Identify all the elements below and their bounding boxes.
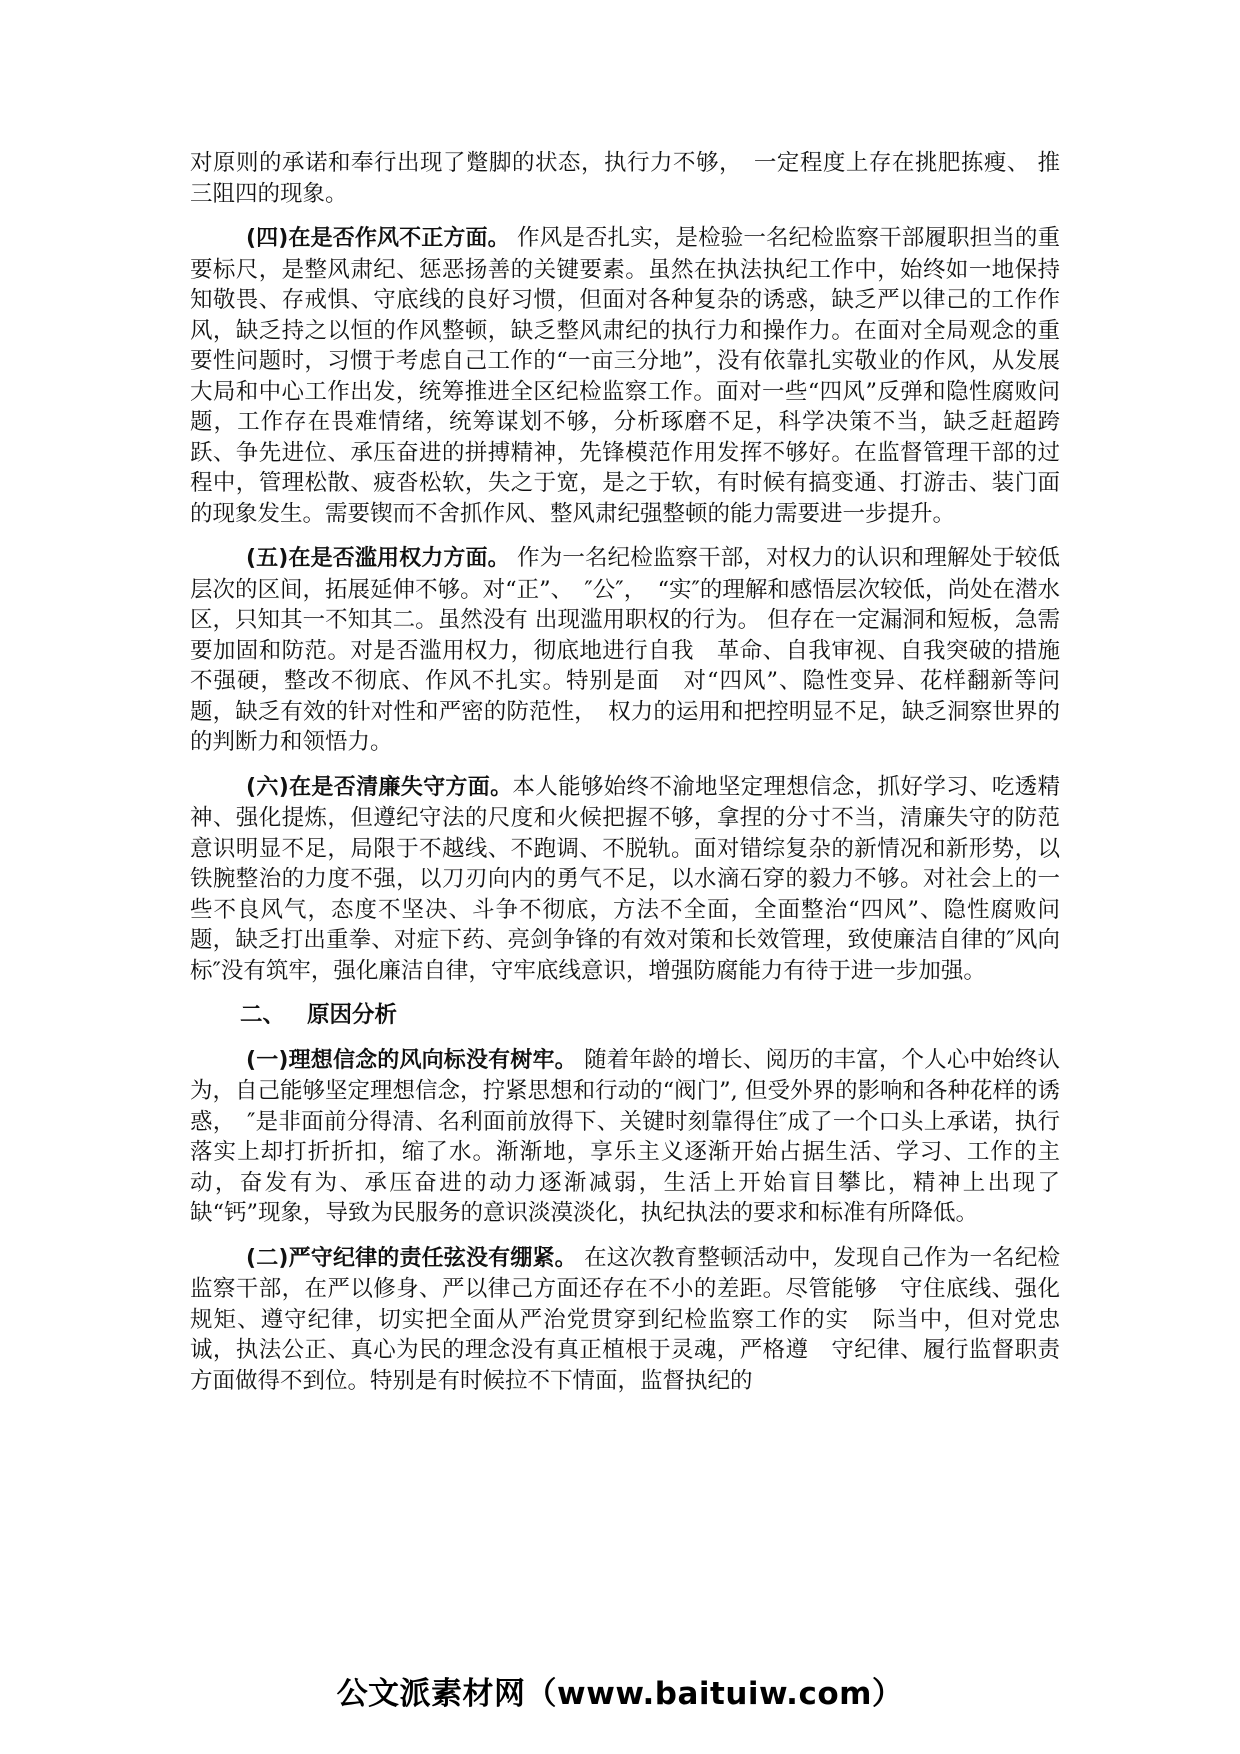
cause-body-1: 随着年龄的增长、阅历的丰富，个人心中始终认为，自己能够坚定理想信念，拧紧思想和行动的“阀门”, 但受外界的影响和各种花样的诱惑， ″是非面前分得清、名利面前放得下、关键时刻靠得住″成了一个口头上承诺，执行落实上却打折折扣，缩了水。渐渐地，享乐主义逐渐开始占据生活、学习、工作的主动，奋发有为、承压奋进的动力逐渐减弱，生活上开始盲目攀比，精神上出现了缺“钙”现象，导致为民服务的意识淡漠淡化，执纪执法的要求和标准有所降低。: [190, 1046, 1060, 1226]
cause-heading-2: (二)严守纪律的责任弦没有绷紧。: [246, 1245, 577, 1271]
section-two-title: [190, 1000, 1060, 1031]
problem-body-6: 本人能够始终不渝地坚定理想信念，抓好学习、吃透精神、强化提炼，但遵纪守法的尺度和火候把握不够，拿捏的分寸不当，清廉失守的防范意识明显不足，局限于不越线、不跑调、不脱轨。面对错综复杂的新情况和新形势，以铁腕整治的力度不强，以刀刃向内的勇气不足，以水滴石穿的毅力不够。对社会上的一些不良风气，态度不坚决、斗争不彻底，方法不全面，全面整治“四风”、隐性腐败问题，缺乏打出重拳、对症下药、亮剑争锋的有效对策和长效管理，致使廉洁自律的″风向标″没有筑牢，强化廉洁自律，守牢底线意识，增强防腐能力有待于进一步加强。: [190, 773, 1060, 984]
cause-paragraph-2: [190, 1243, 1060, 1397]
cause-body-2: 在这次教育整顿活动中，发现自己作为一名纪检监察干部，在严以修身、严以律己方面还存在不小的差距。尽管能够 守住底线、强化规矩、遵守纪律，切实把全面从严治党贯穿到纪检监察工作的实 际当中，但对党忠诚，执法公正、真心为民的理念没有真正植根于灵魂，严格遵 守纪律、履行监督职责方面做得不到位。特别是有时候拉不下情面，监督执纪的: [190, 1244, 1060, 1394]
problem-body-5: 作为一名纪检监察干部，对权力的认识和理解处于较低层次的区间，拓展延伸不够。对“正”、 ″公″， “实″的理解和感悟层次较低，尚处在潜水区，只知其一不知其二。虽然没有 出现滥用职权的行为。 但存在一定漏洞和短板，急需要加固和防范。对是否滥用权力，彻底地进行自我 革命、自我审视、自我突破的措施不强硬，整改不彻底、作风不扎实。特别是面 对“四风”、隐性变异、花样翻新等问题，缺乏有效的针对性和严密的防范性， 权力的运用和把控明显不足，缺乏洞察世界的的判断力和领悟力。: [190, 545, 1060, 755]
footer-watermark: 公文派素材网（www.baituiw.com）: [336, 1676, 904, 1712]
problem-heading-4: (四)在是否作风不正方面。: [246, 226, 510, 251]
cause-heading-1: (一)理想信念的风向标没有树牢。: [246, 1047, 577, 1073]
problem-paragraph-4: [190, 223, 1060, 529]
cause-paragraph-1: [190, 1045, 1060, 1229]
section-two-text: 原因分析: [307, 1002, 398, 1028]
problem-paragraph-6: [190, 772, 1060, 987]
problem-heading-6: (六)在是否清廉失守方面。: [246, 774, 513, 800]
problem-paragraph-5: [190, 543, 1060, 758]
document-body: [190, 148, 1060, 1410]
lead-paragraph: 对原则的承诺和奉行出现了蹩脚的状态，执行力不够， 一定程度上存在挑肥拣瘦、 推三阻四的现象。: [190, 150, 1060, 207]
problem-heading-5: (五)在是否滥用权力方面。: [246, 546, 510, 571]
problem-body-4: 作风是否扎实，是检验一名纪检监察干部履职担当的重要标尺，是整风肃纪、惩恶扬善的关键要素。虽然在执法执纪工作中，始终如一地保持知敬畏、存戒惧、守底线的良好习惯，但面对各种复杂的诱惑，缺乏严以律己的工作作风，缺乏持之以恒的作风整顿，缺乏整风肃纪的执行力和操作力。在面对全局观念的重要性问题时，习惯于考虑自己工作的“一亩三分地”，没有依靠扎实敬业的作风，从发展大局和中心工作出发，统筹推进全区纪检监察工作。面对一些“四风”反弹和隐性腐败问题，工作存在畏难情绪，统筹谋划不够，分析琢磨不足，科学决策不当，缺乏赶超跨跃、争先进位、承压奋进的拼搏精神，先锋模范作用发挥不够好。在监督管理干部的过程中，管理松散、疲沓松软，失之于宽，是之于软，有时候有搞变通、打游击、装门面的现象发生。需要锲而不舍抓作风、整风肃纪强整顿的能力需要进一步提升。: [190, 225, 1060, 527]
section-two-number: 二、: [240, 1002, 286, 1028]
